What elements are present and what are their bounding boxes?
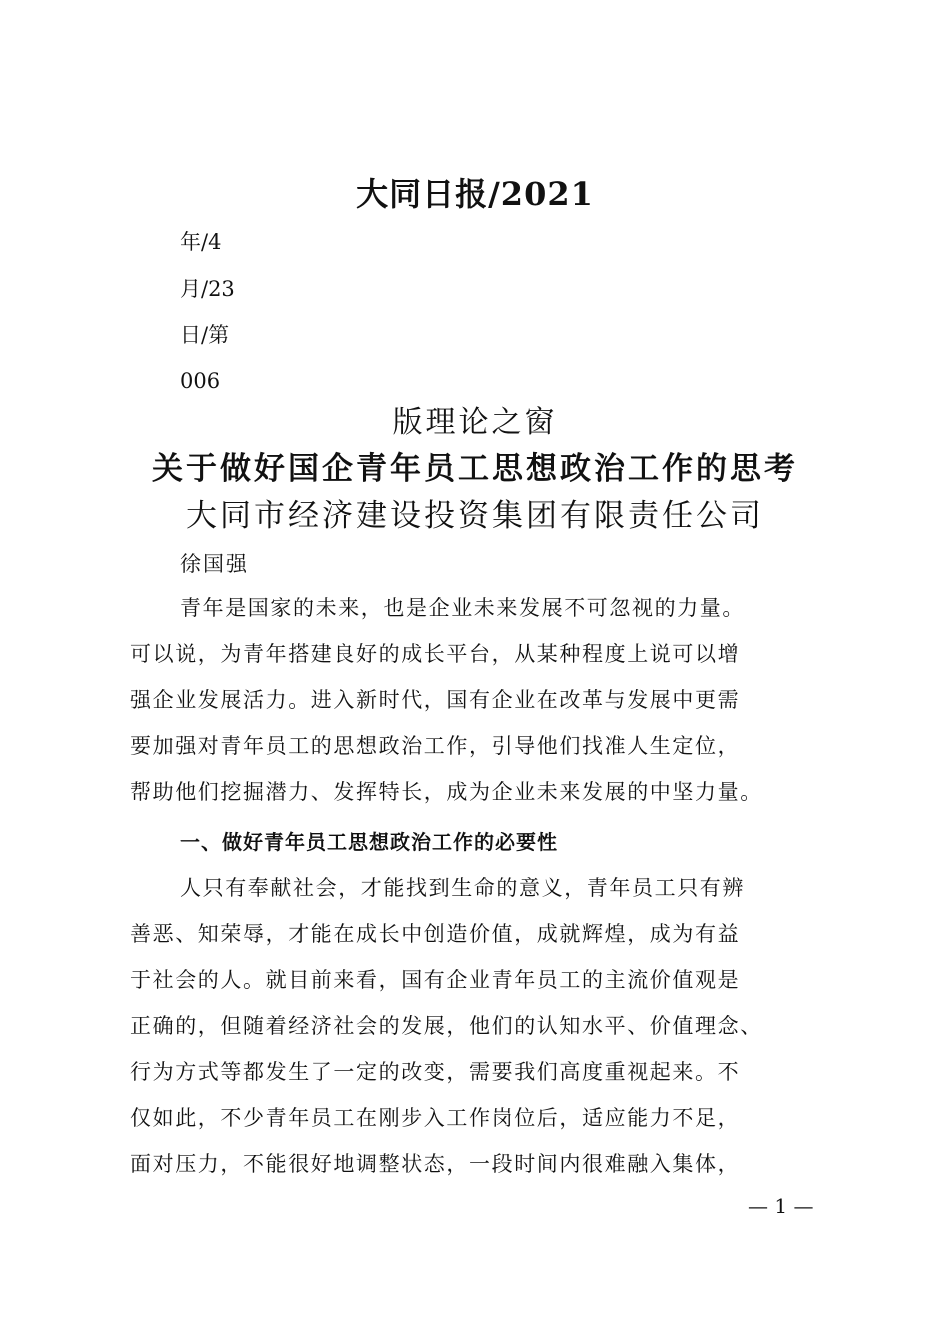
section-heading: 一、做好青年员工思想政治工作的必要性 [180,830,558,854]
paragraph-line: 帮助他们挖掘潜力、发挥特长，成为企业未来发展的中坚力量。 [130,780,763,804]
paragraph-line: 面对压力，不能很好地调整状态，一段时间内很难融入集体， [130,1152,741,1176]
page-number: — 1 — [748,1194,814,1218]
paragraph-line: 青年是国家的未来，也是企业未来发展不可忽视的力量。 [180,596,745,620]
section-title: 版理论之窗 [392,405,558,440]
paragraph-line: 要加强对青年员工的思想政治工作，引导他们找准人生定位， [130,734,741,758]
paragraph-line: 行为方式等都发生了一定的改变，需要我们高度重视起来。不 [130,1060,741,1084]
date-line-1: 年/4 [180,230,222,254]
paragraph-line: 强企业发展活力。进入新时代，国有企业在改革与发展中更需 [130,688,741,712]
paragraph-line: 善恶、知荣辱，才能在成长中创造价值，成就辉煌，成为有益 [130,922,741,946]
paragraph-line: 正确的，但随着经济社会的发展，他们的认知水平、价值理念、 [130,1014,763,1038]
article-title: 关于做好国企青年员工思想政治工作的思考 [152,451,798,487]
paragraph-line: 可以说，为青年搭建良好的成长平台，从某种程度上说可以增 [130,642,741,666]
paragraph-line: 仅如此，不少青年员工在刚步入工作岗位后，适应能力不足， [130,1106,741,1130]
masthead: 大同日报/2021 [356,175,594,213]
organization-name: 大同市经济建设投资集团有限责任公司 [186,498,764,534]
date-line-2: 月/23 [180,277,235,301]
author-name: 徐国强 [180,552,249,576]
date-line-4: 006 [180,369,221,393]
paragraph-line: 于社会的人。就目前来看，国有企业青年员工的主流价值观是 [130,968,741,992]
date-line-3: 日/第 [180,323,230,347]
paragraph-line: 人只有奉献社会，才能找到生命的意义，青年员工只有辨 [180,876,745,900]
